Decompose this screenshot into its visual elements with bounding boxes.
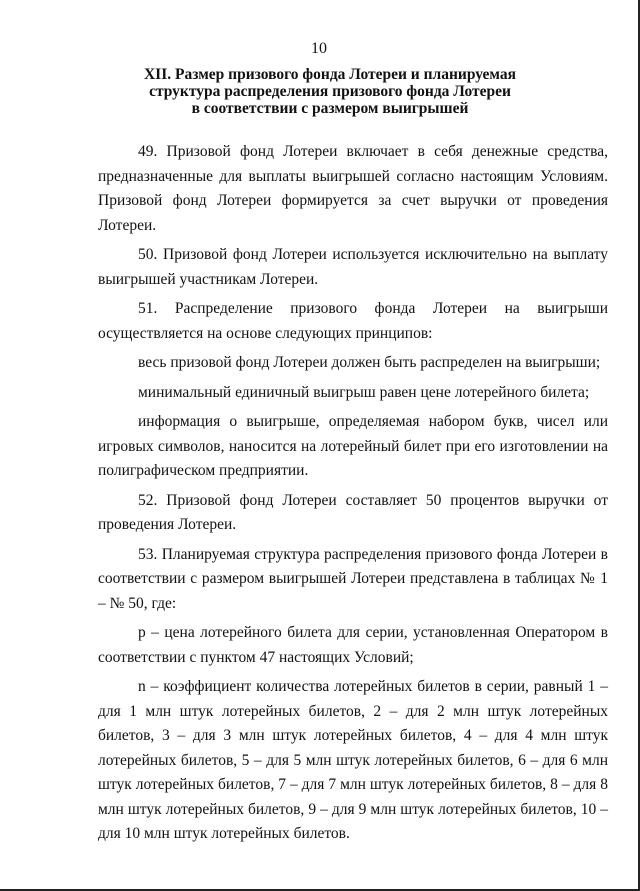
paragraph-49: 49. Призовой фонд Лотереи включает в себя денежные средства, предназначенные для выплаты выигрышей согласно настоящим Условиям. Призовой фонд Лотереи формируется за счет выручки от проведения Лотереи. bbox=[98, 143, 608, 234]
page-number: 10 bbox=[311, 40, 327, 57]
heading-line: структура распределения призового фонда Лотереи bbox=[149, 83, 511, 100]
definition-n: n – коэффициент количества лотерейных билетов в серии, равный 1 – для 1 млн штук лотерейных билетов, 2 – для 2 млн штук лотерейных билетов, 3 – для 3 млн штук лотерейных билетов, 4 – для 4 млн штук лотерейных билетов, 5 – для 5 млн штук лотерейных билетов, 6 – для 6 млн штук лотерейных билетов, 7 – для 7 млн штук лотерейных билетов, 8 – для 8 млн штук лотерейных билетов, 9 – для 9 млн штук лотерейных билетов, 10 – для 10 млн штук лотерейных билетов. bbox=[98, 678, 608, 842]
paragraph-50: 50. Призовой фонд Лотереи используется исключительно на выплату выигрышей участникам Лотереи. bbox=[98, 246, 608, 288]
paragraph-53: 53. Планируемая структура распределения призового фонда Лотереи в соответствии с размером выигрышей Лотереи представлена в таблицах № 1 – № 50, где: bbox=[98, 545, 608, 612]
paragraph-51: 51. Распределение призового фонда Лотереи на выигрыши осуществляется на основе следующих принципов: bbox=[98, 300, 608, 342]
principle-item: весь призовой фонд Лотереи должен быть распределен на выигрыши; bbox=[138, 354, 601, 371]
document-body bbox=[98, 140, 608, 852]
principle-item: информация о выигрыше, определяемая набором букв, чисел или игровых символов, наносится на лотерейный билет при его изготовлении на полиграфическом предприятии. bbox=[98, 413, 608, 479]
heading-line: XII. Размер призового фонда Лотереи и планируемая bbox=[143, 66, 517, 83]
heading-line: в соответствии с размером выигрышей bbox=[191, 100, 469, 117]
paragraph-52: 52. Призовой фонд Лотереи составляет 50 процентов выручки от проведения Лотереи. bbox=[98, 491, 608, 533]
section-heading bbox=[110, 66, 550, 117]
principle-item: минимальный единичный выигрыш равен цене лотерейного билета; bbox=[138, 383, 590, 401]
definition-p: p – цена лотерейного билета для серии, установленная Оператором в соответствии с пунктом 47 настоящих Условий; bbox=[98, 624, 608, 666]
